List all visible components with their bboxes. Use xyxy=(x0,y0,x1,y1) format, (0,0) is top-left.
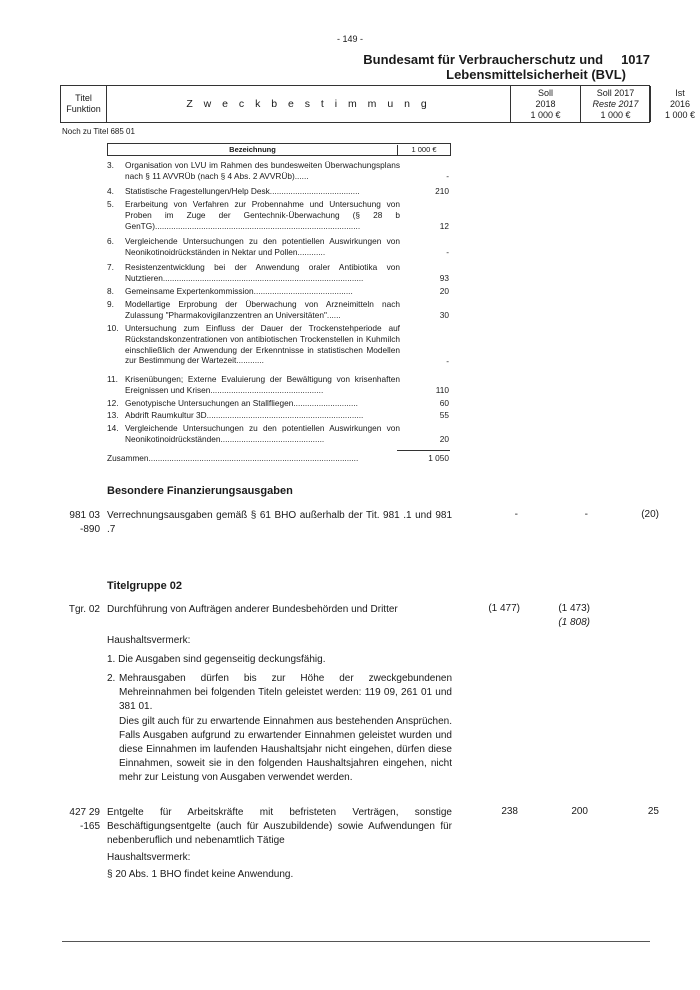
section-heading: Besondere Finanzierungsausgaben xyxy=(107,485,293,497)
value-soll2017: - xyxy=(584,509,588,520)
item-value: 30 xyxy=(439,310,449,320)
item-text: Vergleichende Untersuchungen zu den potentiellen Auswirkungen von Neonikotinoidrückständen in Nektar und Pollen............ xyxy=(125,236,400,257)
item-text: Durchführung von Aufträgen anderer Bundesbehörden und Dritter xyxy=(107,604,398,615)
agency-title-line2: Lebensmittelsicherheit (BVL) xyxy=(446,67,626,82)
item-number: 8. xyxy=(107,286,114,296)
chapter-number: 1017 xyxy=(621,52,650,67)
list-item xyxy=(107,236,451,258)
list-item xyxy=(107,199,451,232)
subtable xyxy=(107,143,451,156)
list-item xyxy=(107,286,451,297)
item-text: Abdrift Raumkultur 3D.................................................................... xyxy=(125,410,364,420)
item-value: 60 xyxy=(439,398,449,408)
item-number: 13. xyxy=(107,410,119,420)
value-soll: (1 477) xyxy=(488,603,520,614)
column-header xyxy=(60,85,696,123)
header-zweck: Z w e c k b e s t i m m u n g xyxy=(107,86,511,122)
item-number: 9. xyxy=(107,299,114,309)
item-value: 20 xyxy=(439,434,449,444)
header-soll: Soll 2018 1 000 € xyxy=(511,86,581,122)
value-soll: 238 xyxy=(501,806,518,817)
item-text: Entgelte für Arbeitskräfte mit befristeten Verträgen, sonstige Beschäftigungsentgelte (auch für Auszubildende) sowie Aufwendungen für nebenberuflich und nebenamtlich Tätige xyxy=(107,807,452,846)
hv-item: Mehrausgaben dürfen bis zur Höhe der zweckgebundenen Mehreinnahmen bei folgenden Titeln geleistet werden: 119 09, 261 01 und 381 01. xyxy=(119,673,452,712)
header-ist: Ist 2016 1 000 € xyxy=(664,87,696,120)
item-number: 10. xyxy=(107,323,119,333)
agency-title: Bundesamt für Verbraucherschutz und 1017 xyxy=(363,52,650,67)
hv-item: 1. Die Ausgaben sind gegenseitig deckungsfähig. xyxy=(107,654,326,665)
list-item xyxy=(107,186,451,197)
list-item xyxy=(107,374,451,396)
item-text: Organisation von LVU im Rahmen des bundesweiten Überwachungsplans nach § 11 AVVRÜb (nach § 4 Abs. 2 AVVRÜb)...... xyxy=(125,160,400,181)
item-value: - xyxy=(446,247,449,257)
list-item xyxy=(107,323,451,367)
item-text: Resistenzentwicklung bei der Anwendung oraler Antibiotika von Nutztieren....................................................................................... xyxy=(125,262,400,283)
footer-rule xyxy=(62,941,650,942)
item-number: 4. xyxy=(107,186,114,196)
item-value: 210 xyxy=(435,186,449,196)
sum-rule xyxy=(397,450,450,451)
hv-label: Haushaltsvermerk: xyxy=(107,635,191,646)
value-soll: - xyxy=(514,509,518,520)
item-text: Untersuchung zum Einfluss der Dauer der Trockenstehperiode auf Rückstandskonzentrationen von antibiotischen Trockenstellen in Kuhmilch einschließlich der Anwendung der Erkenntnisse in statistischen Modellen zur Bestimmung der Wartezeit............ xyxy=(125,323,400,366)
value-ist: (20) xyxy=(641,509,659,520)
item-value: 55 xyxy=(439,410,449,420)
item-text: Statistische Fragestellungen/Help Desk....................................... xyxy=(125,186,360,196)
item-number: 14. xyxy=(107,423,119,433)
list-item xyxy=(107,410,451,421)
list-item xyxy=(107,423,451,445)
page-number: - 149 - xyxy=(336,34,363,44)
item-text: Vergleichende Untersuchungen zu den potentiellen Auswirkungen von Neonikotinoidrückständen............................................. xyxy=(125,423,400,444)
total-row xyxy=(107,453,451,464)
list-item xyxy=(107,262,451,284)
titel-number: 427 29 -165 xyxy=(69,807,100,832)
hv-item: Dies gilt auch für zu erwartende Einnahmen aus bestehenden Ansprüchen. Falls Ausgaben aufgrund zu erwartender Einnahmen geleistet wurden und diese Einnahmen im laufenden Haushaltsjahr nicht eingehen, dürfen diese Einnahmen, soweit sie in den folgenden Haushaltsjahren eingehen, nicht mehr zur Leistung von Ausgaben verwendet werden. xyxy=(119,716,452,783)
item-value: - xyxy=(446,171,449,181)
titel-number: Tgr. 02 xyxy=(68,604,100,615)
item-value: 110 xyxy=(435,385,449,395)
hv-number: 2. xyxy=(107,673,116,684)
item-number: 3. xyxy=(107,160,114,170)
hv-item: § 20 Abs. 1 BHO findet keine Anwendung. xyxy=(107,869,294,880)
list-item xyxy=(107,299,451,321)
list-item xyxy=(107,398,451,409)
item-text: Genotypische Untersuchungen an Stallfliegen............................ xyxy=(125,398,358,408)
item-value: - xyxy=(446,356,449,366)
item-text: Erarbeitung von Verfahren zur Probennahme und Untersuchung von Proben im Zuge der Gentechnik-Überwachung (§ 28 b GenTG)......................................................................................... xyxy=(125,199,400,231)
item-value: 93 xyxy=(439,273,449,283)
titel-number: 981 03 -890 xyxy=(69,510,100,535)
subtable-header: Bezeichnung 1 000 € xyxy=(107,143,451,156)
header-soll2017: Soll 2017 Reste 2017 1 000 € xyxy=(581,86,651,122)
total-value: 1 050 xyxy=(428,453,449,463)
item-number: 12. xyxy=(107,398,119,408)
item-number: 7. xyxy=(107,262,114,272)
item-value: 12 xyxy=(439,221,449,231)
item-number: 5. xyxy=(107,199,114,209)
header-titel: Titel Funktion xyxy=(61,86,107,122)
item-number: 11. xyxy=(107,374,118,384)
hv-label: Haushaltsvermerk: xyxy=(107,852,191,863)
item-text: Krisenübungen; Externe Evaluierung der Bewältigung von krisenhaften Ereignissen und Krisen................................................. xyxy=(125,374,400,395)
item-text: Gemeinsame Expertenkommission........................................... xyxy=(125,286,353,296)
list-item xyxy=(107,160,451,182)
value-ist: 25 xyxy=(647,806,659,817)
item-number: 6. xyxy=(107,236,114,246)
item-text: Verrechnungsausgaben gemäß § 61 BHO außerhalb der Tit. 981 .1 und 981 .7 xyxy=(107,510,452,535)
item-text: Modellartige Erprobung der Überwachung von Arzneimitteln nach Zulassung "Pharmakovigilanzzentren an Universitäten"...... xyxy=(125,299,400,320)
noch-label: Noch zu Titel 685 01 xyxy=(62,127,135,136)
value-soll2017: 200 xyxy=(571,806,588,817)
value-reste: (1 808) xyxy=(558,617,590,628)
value-soll2017: (1 473) xyxy=(558,603,590,614)
item-value: 20 xyxy=(439,286,449,296)
total-label: Zusammen........................................................................................... xyxy=(107,453,359,463)
section-heading: Titelgruppe 02 xyxy=(107,580,182,592)
